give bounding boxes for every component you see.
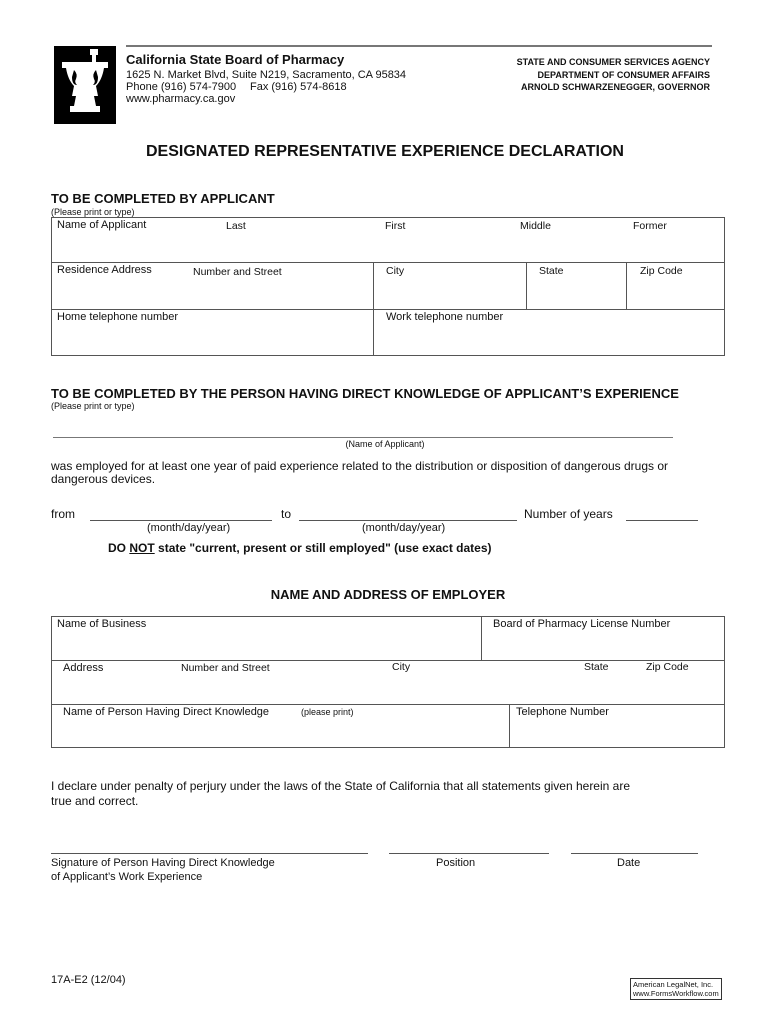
former-name-label: Former bbox=[633, 220, 667, 232]
street-address-field[interactable] bbox=[52, 280, 372, 308]
employer-telephone-field[interactable] bbox=[510, 720, 724, 747]
knowledge-person-label: Name of Person Having Direct Knowledge bbox=[63, 706, 270, 718]
from-date-format: (month/day/year) bbox=[147, 522, 231, 534]
position-line[interactable] bbox=[389, 853, 549, 854]
declaration-line-1: I declare under penalty of perjury under the laws of the State of California that all statements given herein are bbox=[51, 779, 630, 793]
from-date-line[interactable] bbox=[90, 520, 272, 521]
agency-name: STATE AND CONSUMER SERVICES AGENCY bbox=[516, 57, 710, 67]
applicant-name-field[interactable] bbox=[52, 233, 724, 261]
form-code: 17A-E2 (12/04) bbox=[51, 974, 126, 986]
to-date-line[interactable] bbox=[299, 520, 517, 521]
knowledge-section-heading: TO BE COMPLETED BY THE PERSON HAVING DIRECT KNOWLEDGE OF APPLICANT’S EXPERIENCE bbox=[51, 386, 679, 401]
form-title: DESIGNATED REPRESENTATIVE EXPERIENCE DECLARATION bbox=[146, 143, 624, 160]
zip-label: Zip Code bbox=[640, 265, 683, 277]
warning-not: NOT bbox=[129, 541, 155, 555]
from-label: from bbox=[51, 507, 75, 521]
number-of-years-label: Number of years bbox=[524, 507, 613, 521]
home-phone-label: Home telephone number bbox=[57, 311, 179, 323]
publisher-box bbox=[630, 978, 722, 1000]
last-name-label: Last bbox=[226, 220, 246, 232]
first-name-label: First bbox=[385, 220, 406, 232]
middle-name-label: Middle bbox=[520, 220, 551, 232]
home-phone-field[interactable] bbox=[52, 326, 372, 354]
applicant-print-note: (Please print or type) bbox=[51, 207, 135, 217]
publisher-name: American LegalNet, Inc. bbox=[633, 980, 714, 989]
city-field[interactable] bbox=[374, 280, 525, 308]
employer-address-field[interactable] bbox=[52, 676, 724, 703]
work-phone-label: Work telephone number bbox=[386, 311, 504, 323]
department-name: DEPARTMENT OF CONSUMER AFFAIRS bbox=[537, 70, 710, 80]
governor-name: ARNOLD SCHWARZENEGGER, GOVERNOR bbox=[520, 82, 710, 92]
applicant-name-label: Name of Applicant bbox=[57, 219, 147, 231]
warning-do: DO bbox=[108, 541, 130, 555]
board-phone: Phone (916) 574-7900 bbox=[126, 81, 237, 93]
position-label: Position bbox=[436, 857, 476, 869]
board-website: www.pharmacy.ca.gov bbox=[126, 93, 236, 105]
employer-city-label: City bbox=[392, 661, 411, 673]
business-name-label: Name of Business bbox=[57, 618, 147, 630]
license-number-field[interactable] bbox=[482, 632, 724, 659]
signature-label-line-2: of Applicant’s Work Experience bbox=[51, 871, 203, 883]
applicant-section-heading: TO BE COMPLETED BY APPLICANT bbox=[51, 191, 275, 206]
number-of-years-line[interactable] bbox=[626, 520, 698, 521]
statement-line-2: dangerous devices. bbox=[51, 472, 156, 486]
board-name: California State Board of Pharmacy bbox=[126, 52, 345, 67]
state-label: State bbox=[539, 265, 564, 277]
employer-number-street-label: Number and Street bbox=[181, 662, 270, 674]
warning-rest: state "current, present or still employed" (use exact dates) bbox=[154, 541, 492, 555]
knowledge-print-note: (Please print or type) bbox=[51, 401, 135, 411]
signature-line[interactable] bbox=[51, 853, 368, 854]
applicant-name-caption: (Name of Applicant) bbox=[345, 439, 425, 449]
zip-field[interactable] bbox=[627, 280, 724, 308]
state-field[interactable] bbox=[527, 280, 625, 308]
board-address: 1625 N. Market Blvd, Suite N219, Sacramento, CA 95834 bbox=[126, 69, 407, 81]
publisher-website: www.FormsWorkflow.com bbox=[633, 989, 719, 998]
work-phone-field[interactable] bbox=[374, 326, 724, 354]
declaration-line-2: true and correct. bbox=[51, 794, 139, 808]
board-logo bbox=[54, 46, 116, 124]
employer-state-label: State bbox=[584, 661, 609, 673]
knowledge-person-field[interactable] bbox=[52, 720, 508, 747]
board-fax: Fax (916) 574-8618 bbox=[250, 81, 347, 93]
applicant-name-line[interactable] bbox=[53, 437, 673, 438]
mortar-pestle-logo-icon bbox=[54, 46, 116, 124]
date-line[interactable] bbox=[571, 853, 698, 854]
signature-label-line-1: Signature of Person Having Direct Knowledge bbox=[51, 857, 275, 869]
employer-section-heading: NAME AND ADDRESS OF EMPLOYER bbox=[270, 587, 506, 602]
please-print-label: (please print) bbox=[301, 707, 354, 717]
number-street-label: Number and Street bbox=[193, 266, 282, 278]
date-label: Date bbox=[617, 857, 641, 869]
statement-line-1: was employed for at least one year of paid experience related to the distribution or disposition of dangerous drugs or bbox=[51, 459, 669, 473]
row-divider bbox=[51, 262, 725, 263]
residence-address-label: Residence Address bbox=[57, 264, 152, 276]
row-divider bbox=[51, 309, 725, 310]
license-number-label: Board of Pharmacy License Number bbox=[493, 618, 671, 630]
to-date-format: (month/day/year) bbox=[362, 522, 446, 534]
employer-address-label: Address bbox=[63, 662, 104, 674]
to-label: to bbox=[281, 507, 292, 521]
row-divider bbox=[51, 704, 725, 705]
row-divider bbox=[51, 660, 725, 661]
employer-telephone-label: Telephone Number bbox=[516, 706, 609, 718]
employer-zip-label: Zip Code bbox=[646, 661, 689, 673]
exact-dates-warning bbox=[108, 541, 492, 555]
business-name-field[interactable] bbox=[52, 632, 480, 659]
city-label: City bbox=[386, 265, 405, 277]
header-rule bbox=[126, 45, 712, 47]
